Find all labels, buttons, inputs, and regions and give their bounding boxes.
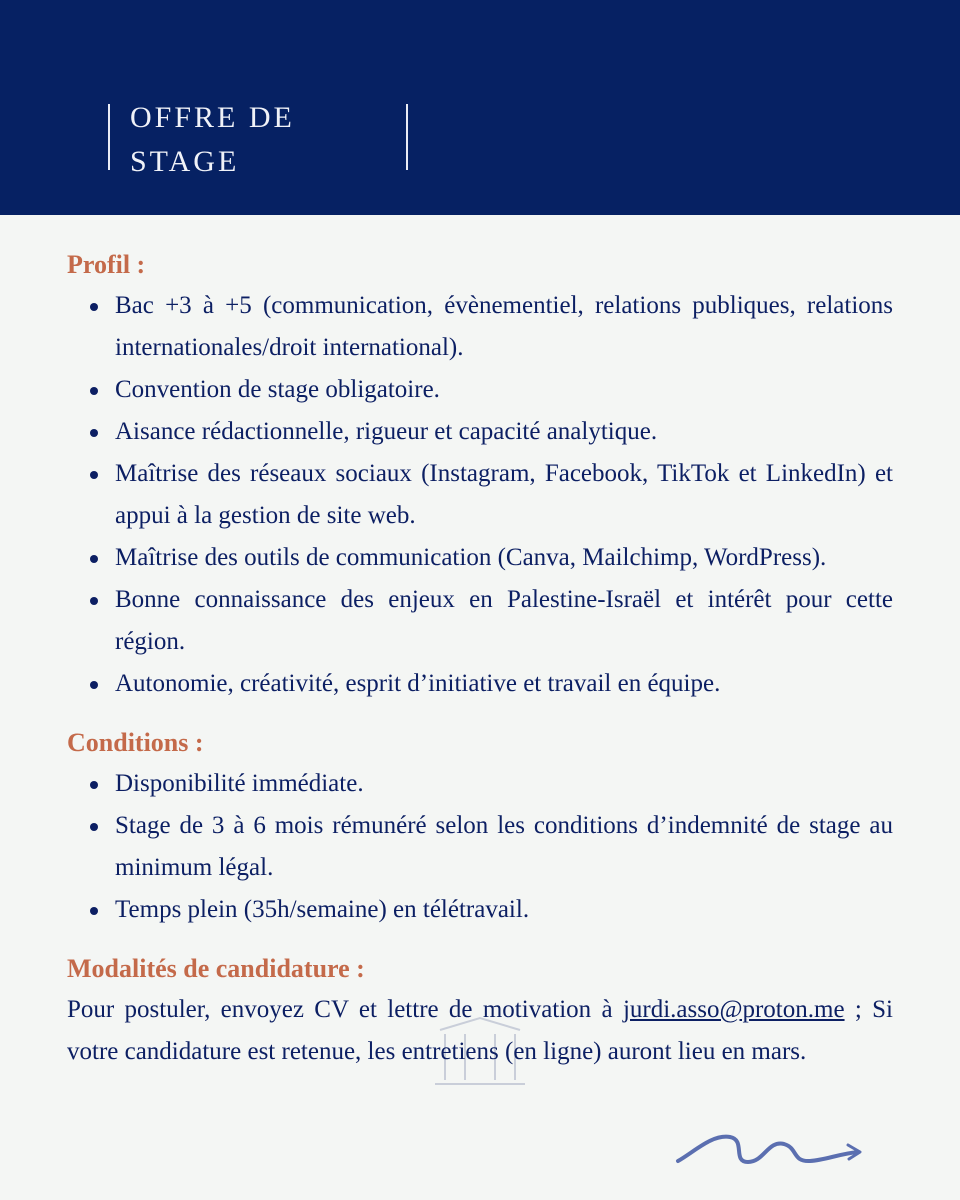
email-link[interactable]: jurdi.asso@proton.me [622,996,845,1023]
list-item: Disponibilité immédiate. [115,763,893,805]
conditions-list [67,763,893,931]
title-line-2: STAGE [130,145,240,178]
candidature-text [67,989,893,1073]
list-item: Convention de stage obligatoire. [115,369,893,411]
list-item: Bonne connaissance des enjeux en Palestine-Israël et intérêt pour cette région. [115,579,893,663]
list-item: Temps plein (35h/semaine) en télétravail. [115,889,893,931]
page-title [130,96,295,184]
list-item: Stage de 3 à 6 mois rémunéré selon les conditions d’indemnité de stage au minimum légal. [115,805,893,889]
list-item: Bac +3 à +5 (communication, évènementiel, relations publiques, relations internationales/droit international). [115,285,893,369]
title-line-1: OFFRE DE [130,101,295,134]
list-item: Autonomie, créativité, esprit d’initiative et travail en équipe. [115,663,893,705]
candidature-text-after: ; Si votre candidature est retenue, les entretiens (en ligne) auront lieu en mars. [67,996,893,1065]
profil-heading: Profil : [67,250,146,279]
list-item: Maîtrise des outils de communication (Canva, Mailchimp, WordPress). [115,537,893,579]
list-item: Aisance rédactionnelle, rigueur et capacité analytique. [115,411,893,453]
header-banner [0,0,960,215]
candidature-text-before: Pour postuler, envoyez CV et lettre de motivation à [67,996,623,1023]
conditions-heading: Conditions : [67,728,204,757]
candidature-heading: Modalités de candidature : [67,954,365,983]
list-item: Maîtrise des réseaux sociaux (Instagram, Facebook, TikTok et LinkedIn) et appui à la gestion de site web. [115,453,893,537]
profil-list [67,285,893,705]
offer-content [67,245,893,1073]
squiggle-arrow-icon [672,1128,867,1168]
